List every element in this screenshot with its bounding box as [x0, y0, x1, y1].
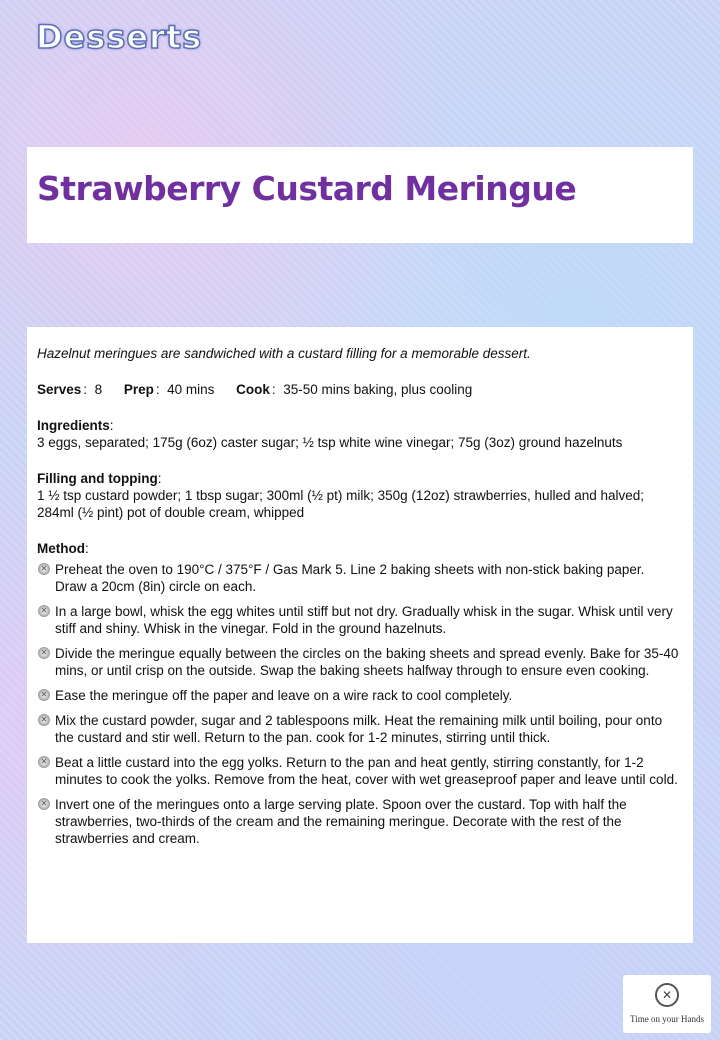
brand-logo [623, 975, 711, 1033]
filling-heading: Filling and topping [37, 471, 158, 486]
recipe-title: Strawberry Custard Meringue [37, 169, 577, 208]
bullet-icon: ✕ [38, 605, 50, 617]
recipe-intro: Hazelnut meringues are sandwiched with a custard filling for a memorable dessert. [37, 346, 531, 361]
prep-value: 40 mins [167, 382, 215, 397]
step-text: Divide the meringue equally between the circles on the baking sheets and spread evenly. Bake for 35-40 mins, or until crisp on the outside. Swap the baking sheets halfway through to ensure even cooking. [55, 646, 679, 678]
bullet-icon: ✕ [38, 756, 50, 768]
method-step [37, 603, 683, 637]
step-text: Invert one of the meringues onto a large serving plate. Spoon over the custard. Top with half the strawberries, two-thirds of the cream and the remaining meringue. Decorate with the rest of the strawberries and cream. [55, 797, 627, 846]
bullet-icon: ✕ [38, 714, 50, 726]
cook-label: Cook [236, 382, 270, 397]
method-step [37, 712, 683, 746]
method-step [37, 796, 683, 847]
recipe-meta: Serves : 8 Prep : 40 mins Cook : 35-50 mins baking, plus cooling [37, 382, 473, 397]
bullet-icon: ✕ [38, 563, 50, 575]
ingredients-section: Ingredients: 3 eggs, separated; 175g (6oz) caster sugar; ½ tsp white wine vinegar; 75g (3oz) ground hazelnuts [37, 417, 683, 451]
step-text: In a large bowl, whisk the egg whites until stiff but not dry. Gradually whisk in the sugar. Whisk until very stiff and shiny. Whisk in the vinegar. Fold in the ground hazelnuts. [55, 604, 673, 636]
serves-value: 8 [94, 382, 103, 397]
prep-label: Prep [123, 382, 154, 397]
ingredients-text: 3 eggs, separated; 175g (6oz) caster sugar; ½ tsp white wine vinegar; 75g (3oz) ground hazelnuts [37, 435, 623, 450]
method-step [37, 645, 683, 679]
method-heading: Method [37, 541, 85, 556]
filling-section: Filling and topping: 1 ½ tsp custard powder; 1 tbsp sugar; 300ml (½ pt) milk; 350g (12oz) strawberries, hulled and halved; 284ml (½ pint) pot of double cream, whipped [37, 470, 683, 521]
serves-label: Serves [37, 382, 82, 397]
ingredients-heading: Ingredients [37, 418, 110, 433]
section-title: Desserts [36, 18, 203, 56]
step-text: Preheat the oven to 190°C / 375°F / Gas Mark 5. Line 2 baking sheets with non-stick baking paper. Draw a 20cm (8in) circle on each. [55, 562, 645, 594]
method-section: Method: ✕ Preheat the oven to 190°C / 375°F / Gas Mark 5. Line 2 baking sheets with non-stick baking paper. Draw a 20cm (8in) circle on each. ✕ In a large bowl, whisk the egg whites until stiff but not dry. Gradually whisk in the sugar. Whisk until very stiff and shiny. Whisk in the vinegar. Fold in the ground hazelnuts. ✕ Divide the meringue equally between the circles on the baking sheets and spread evenly. Bake for 35-40 mins, or until crisp on the outside. Swap the baking sheets halfway through to ensure even cooking. ✕ Ease the meringue off the paper and leave on a wire rack to cool completely. ✕ Mix the custard powder, sugar and 2 tablespoons milk. Heat the remaining milk until boiling, pour onto the custard and stir well. Return to the pan. cook for 1-2 minutes, stirring until thick. ✕ Beat a little custard into the egg yolks. Return to the pan and heat gently, stirring constantly, for 1-2 minutes to cook the yolks. Remove from the heat, cover with wet greaseproof paper and leave until cold. ✕ Invert one of the meringues onto a large serving plate. Spoon over the custard. Top with half the strawberries, two-thirds of the cream and the remaining meringue. Decorate with the rest of the strawberries and cream. [37, 540, 683, 847]
recipe-content [27, 327, 693, 943]
bullet-icon: ✕ [38, 647, 50, 659]
method-steps [37, 561, 683, 847]
bullet-icon: ✕ [38, 689, 50, 701]
filling-text: 1 ½ tsp custard powder; 1 tbsp sugar; 300ml (½ pt) milk; 350g (12oz) strawberries, hulled and halved; 284ml (½ pint) pot of double cream, whipped [37, 488, 645, 520]
brand-name: Time on your Hands [630, 1014, 704, 1024]
step-text: Ease the meringue off the paper and leave on a wire rack to cool completely. [55, 688, 513, 703]
bullet-icon: ✕ [38, 798, 50, 810]
method-step [37, 687, 683, 704]
cutlery-logo-icon: ✕ [655, 983, 679, 1007]
method-step [37, 754, 683, 788]
cook-value: 35-50 mins baking, plus cooling [283, 382, 473, 397]
step-text: Mix the custard powder, sugar and 2 tablespoons milk. Heat the remaining milk until boiling, pour onto the custard and stir well. Return to the pan. cook for 1-2 minutes, stirring until thick. [55, 713, 663, 745]
title-box [27, 147, 693, 243]
step-text: Beat a little custard into the egg yolks. Return to the pan and heat gently, stirring constantly, for 1-2 minutes to cook the yolks. Remove from the heat, cover with wet greaseproof paper and leave until cold. [55, 755, 678, 787]
method-step [37, 561, 683, 595]
